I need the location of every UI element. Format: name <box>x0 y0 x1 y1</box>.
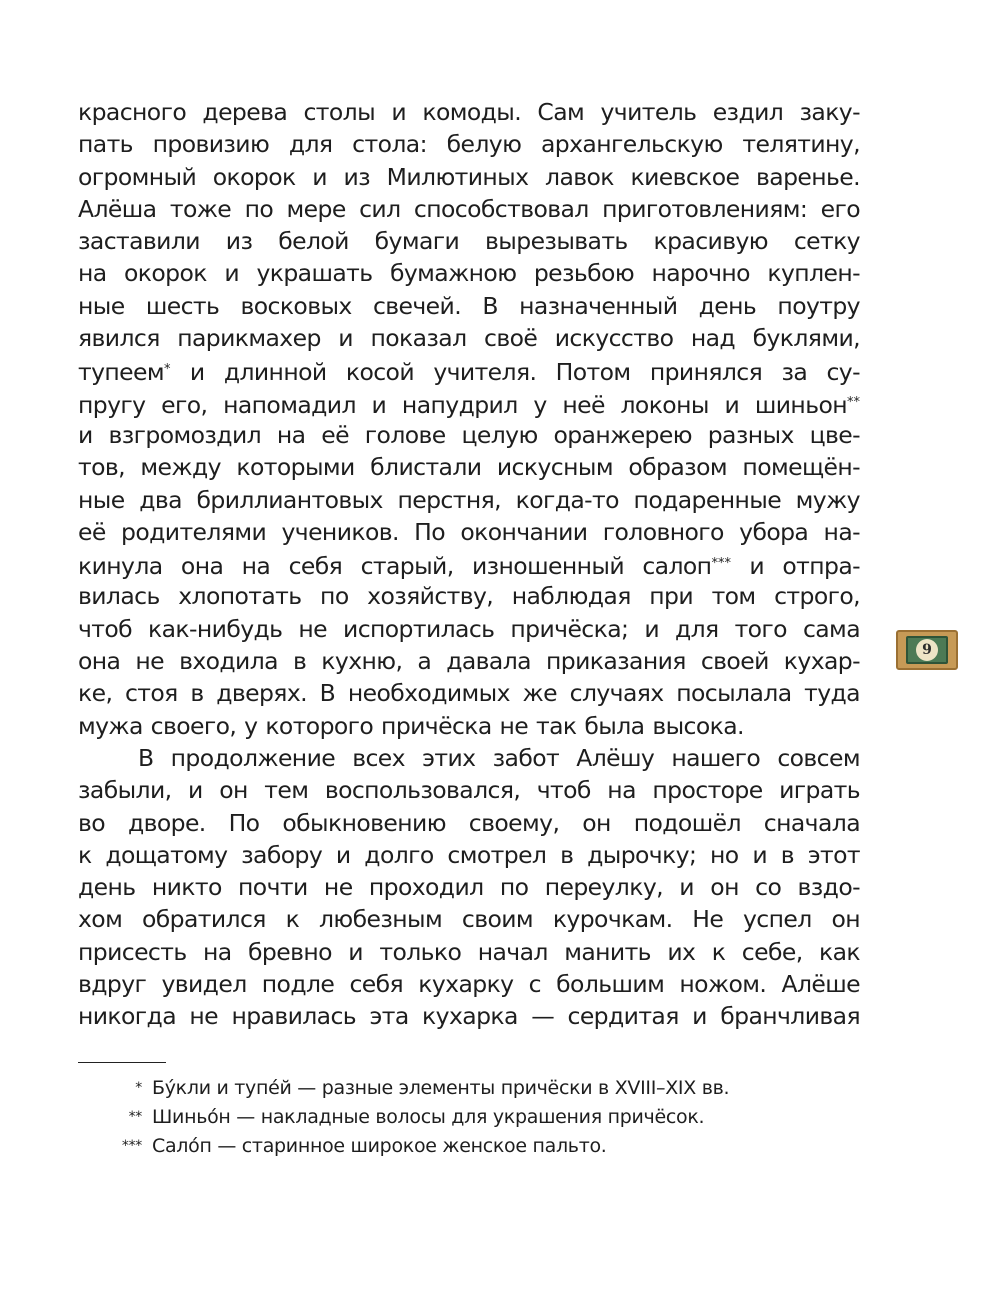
footnote-divider <box>78 1062 166 1063</box>
main-text <box>78 96 860 1033</box>
text-segment: и длинной косой учителя. Потом принялся за су- <box>170 358 860 387</box>
text-line: пать провизию для стола: белую архангельскую телятину, <box>78 130 860 159</box>
text-line: огромный окорок и из Милютиных лавок киевское варенье. <box>78 162 860 191</box>
text-line: явился парикмахер и показал своё искусство над буклями, <box>78 324 860 353</box>
text-line: забыли, и он тем воспользовался, чтоб на просторе играть <box>78 776 860 805</box>
text-line: ке, стоя в дверях. В необходимых же случаях посылала туда <box>78 679 860 708</box>
text-line: её родителями учеников. По окончании головного убора на- <box>78 517 860 546</box>
text-line: мужа своего, у которого причёска не так была высока. <box>78 711 744 740</box>
text-line: никогда не нравилась эта кухарка — сердитая и бранчливая <box>78 1002 860 1031</box>
page-number-frame <box>906 636 948 664</box>
page-number-badge <box>896 630 958 670</box>
text-segment: и отпра- <box>730 552 860 581</box>
footnote-text: Шиньо́н — накладные волосы для украшения причёсок. <box>152 1106 705 1128</box>
footnote-ref: * <box>164 362 171 378</box>
footnote-mark: ** <box>128 1109 142 1125</box>
text-line: ные шесть восковых свечей. В назначенный день поутру <box>78 291 860 320</box>
text-line: присесть на бревно и только начал манить их к себе, как <box>78 937 860 966</box>
text-line <box>78 354 860 386</box>
text-line: вдруг увидел подле себя кухарку с большим ножом. Алёше <box>78 970 860 999</box>
text-line: хом обратился к любезным своим курочкам. Не успел он <box>78 905 860 934</box>
text-line: Алёша тоже по мере сил способствовал приготовлениям: его <box>78 194 860 223</box>
text-line <box>78 387 860 419</box>
text-line: тов, между которыми блистали искусным образом помещён- <box>78 453 860 482</box>
text-segment: тупеем <box>78 358 165 387</box>
text-line: заставили из белой бумаги вырезывать красивую сетку <box>78 227 860 256</box>
text-segment: пругу его, напомадил и напудрил у неё локоны и шиньон <box>78 390 847 419</box>
footnote-text: Бу́кли и тупе́й — разные элементы причёски в XVIII–XIX вв. <box>152 1077 730 1099</box>
text-line: к дощатому забору и долго смотрел в дырочку; но и в этот <box>78 840 860 869</box>
text-line: вилась хлопотать по хозяйству, наблюдая при том строго, <box>78 582 860 611</box>
page-number: 9 <box>916 639 938 661</box>
text-line: день никто почти не проходил по переулку, и он со вздо- <box>78 873 860 902</box>
footnote <box>78 1074 860 1103</box>
footnote-ref: ** <box>847 394 860 410</box>
footnote <box>78 1103 860 1132</box>
text-line: ные два бриллиантовых перстня, когда-то подаренные мужу <box>78 485 860 514</box>
footnote-text: Сало́п — старинное широкое женское пальто. <box>152 1135 607 1157</box>
text-segment: кинула она на себя старый, изношенный салоп <box>78 552 712 581</box>
text-line: чтоб как-нибудь не испортилась причёска; и для того сама <box>78 614 860 643</box>
text-line: и взгромоздил на её голове целую оранжерею разных цве- <box>78 420 860 449</box>
text-line: она не входила в кухню, а давала приказания своей кухар- <box>78 647 860 676</box>
footnote <box>78 1132 860 1161</box>
text-line: красного дерева столы и комоды. Сам учитель ездил заку- <box>78 98 860 126</box>
footnote-ref: *** <box>711 556 731 572</box>
text-line: на окорок и украшать бумажною резьбою нарочно куплен- <box>78 259 860 288</box>
text-line: во дворе. По обыкновению своему, он подошёл сначала <box>78 808 860 837</box>
text-line <box>78 548 860 580</box>
footnote-mark: *** <box>121 1138 142 1154</box>
footnote-mark: * <box>135 1080 142 1096</box>
footnotes <box>78 1074 860 1161</box>
text-line: В продолжение всех этих забот Алёшу нашего совсем <box>138 743 860 772</box>
